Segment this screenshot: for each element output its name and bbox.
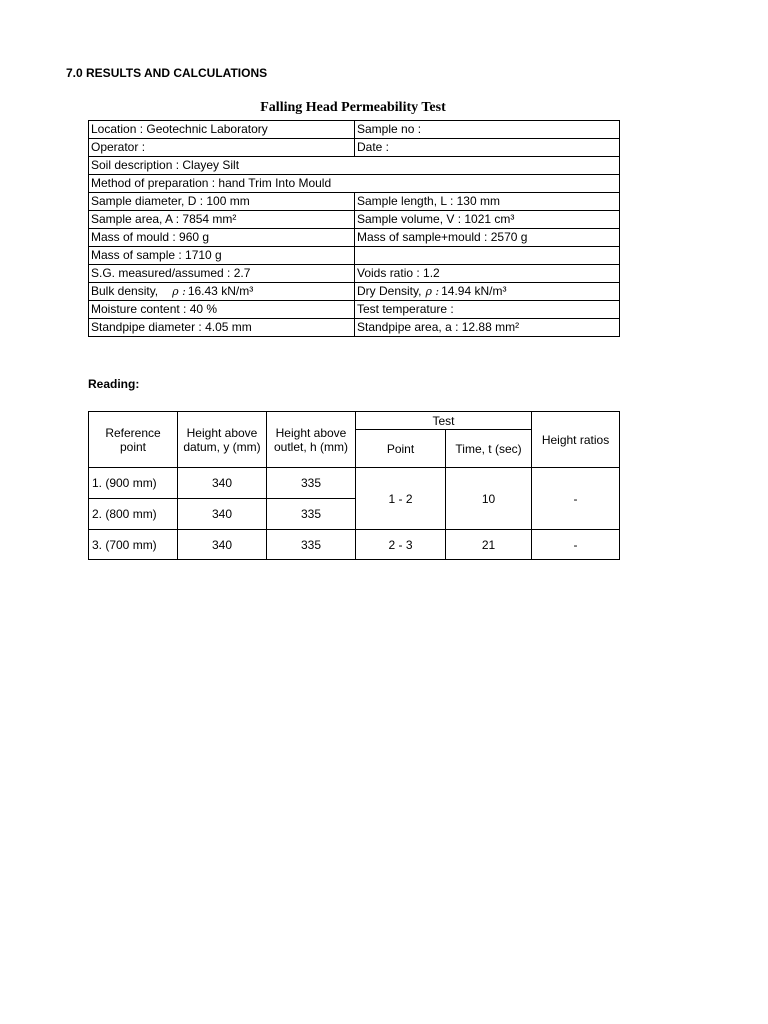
readings-table xyxy=(88,411,620,560)
outlet-cell: 335 xyxy=(267,468,356,499)
test-temperature-cell: Test temperature : xyxy=(355,301,620,319)
outlet-cell: 335 xyxy=(267,530,356,560)
test-time-cell: 10 xyxy=(446,468,532,530)
datum-cell: 340 xyxy=(178,530,267,560)
test-point-cell: 1 - 2 xyxy=(356,468,446,530)
sample-volume-cell: Sample volume, V : 1021 cm³ xyxy=(355,211,620,229)
time-header: Time, t (sec) xyxy=(446,430,532,468)
bulk-density-cell xyxy=(89,283,355,301)
test-title: Falling Head Permeability Test xyxy=(260,100,446,115)
sample-info-table xyxy=(88,120,620,337)
test-time-cell: 21 xyxy=(446,530,532,560)
reference-cell: 3. (700 mm) xyxy=(89,530,178,560)
sample-length-cell: Sample length, L : 130 mm xyxy=(355,193,620,211)
dry-density-label: Dry Density, xyxy=(357,284,422,298)
table-row xyxy=(89,468,620,499)
moisture-content-cell: Moisture content : 40 % xyxy=(89,301,355,319)
sample-diameter-cell: Sample diameter, D : 100 mm xyxy=(89,193,355,211)
standpipe-diameter-cell: Standpipe diameter : 4.05 mm xyxy=(89,319,355,337)
standpipe-area-cell: Standpipe area, a : 12.88 mm² xyxy=(355,319,620,337)
height-ratio-cell: - xyxy=(532,530,620,560)
height-ratios-header: Height ratios xyxy=(532,412,620,468)
reference-cell: 2. (800 mm) xyxy=(89,499,178,530)
dry-density-cell xyxy=(355,283,620,301)
point-header: Point xyxy=(356,430,446,468)
rho-symbol: ρ : xyxy=(172,285,186,298)
empty-cell xyxy=(355,247,620,265)
mass-of-mould-cell: Mass of mould : 960 g xyxy=(89,229,355,247)
location-cell: Location : Geotechnic Laboratory xyxy=(89,121,355,139)
height-ratio-cell: - xyxy=(532,468,620,530)
test-header: Test xyxy=(356,412,532,430)
sample-area-cell: Sample area, A : 7854 mm² xyxy=(89,211,355,229)
outlet-cell: 335 xyxy=(267,499,356,530)
date-cell: Date : xyxy=(355,139,620,157)
test-point-cell: 2 - 3 xyxy=(356,530,446,560)
height-outlet-header: Height above outlet, h (mm) xyxy=(267,412,356,468)
height-datum-header: Height above datum, y (mm) xyxy=(178,412,267,468)
voids-ratio-cell: Voids ratio : 1.2 xyxy=(355,265,620,283)
reference-point-header: Reference point xyxy=(89,412,178,468)
table-row xyxy=(89,530,620,560)
soil-description-cell: Soil description : Clayey Silt xyxy=(89,157,620,175)
method-of-preparation-cell: Method of preparation : hand Trim Into Mould xyxy=(89,175,620,193)
bulk-density-label: Bulk density, xyxy=(91,284,159,298)
dry-density-value: 14.94 kN/m³ xyxy=(441,284,507,298)
reading-label: Reading: xyxy=(88,377,140,391)
datum-cell: 340 xyxy=(178,499,267,530)
rho-symbol: ρ : xyxy=(425,285,440,298)
mass-sample-mould-cell: Mass of sample+mould : 2570 g xyxy=(355,229,620,247)
operator-cell: Operator : xyxy=(89,139,355,157)
reference-cell: 1. (900 mm) xyxy=(89,468,178,499)
mass-of-sample-cell: Mass of sample : 1710 g xyxy=(89,247,355,265)
section-heading: 7.0 RESULTS AND CALCULATIONS xyxy=(66,66,268,80)
sample-no-cell: Sample no : xyxy=(355,121,620,139)
datum-cell: 340 xyxy=(178,468,267,499)
bulk-density-value: 16.43 kN/m³ xyxy=(187,284,254,298)
specific-gravity-cell: S.G. measured/assumed : 2.7 xyxy=(89,265,355,283)
